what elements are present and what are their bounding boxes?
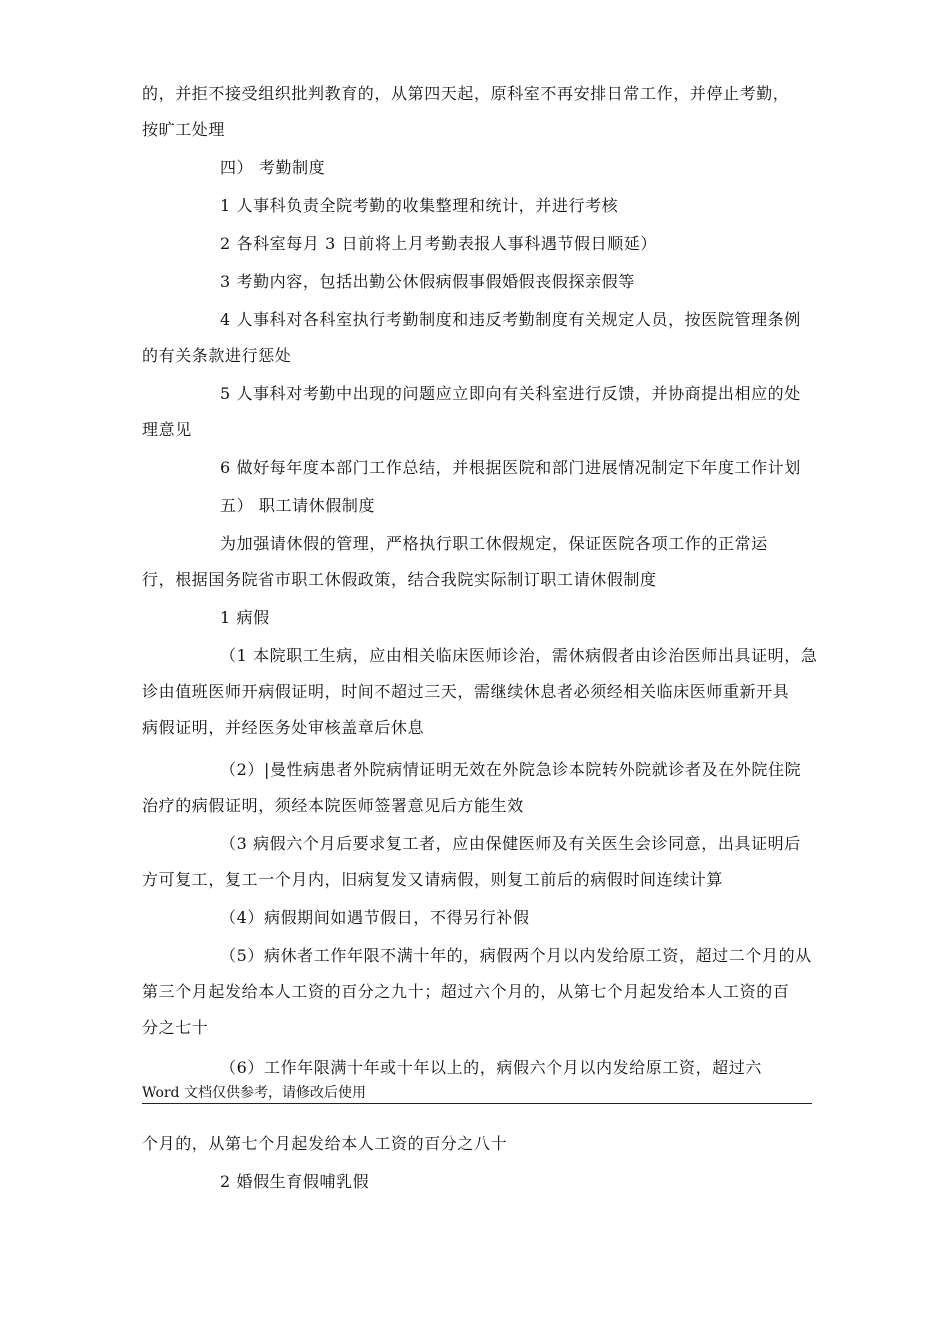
heading-text: 2 婚假生育假哺乳假 xyxy=(220,1172,370,1191)
text-line: （4）病假期间如遇节假日，不得另行补假 xyxy=(220,908,530,927)
paragraph-sick-4 xyxy=(142,900,812,936)
paragraph-sick-5 xyxy=(142,938,812,1046)
paragraph-item-3 xyxy=(142,264,812,300)
text-line: 3 考勤内容，包括出勤公休假病假事假婚假丧假探亲假等 xyxy=(220,272,635,291)
paragraph-item-1 xyxy=(142,188,812,224)
text-line: 5 人事科对考勤中出现的问题应立即向有关科室进行反馈，并协商提出相应的处 xyxy=(220,384,801,403)
text-line: 第三个月起发给本人工资的百分之九十；超过六个月的，从第七个月起发给本人工资的百 xyxy=(142,982,790,1001)
text-line: （3 病假六个月后要求复工者，应由保健医师及有关医生会诊同意，出具证明后 xyxy=(220,834,801,853)
paragraph-item-6 xyxy=(142,450,812,486)
text-line: 行，根据国务院省市职工休假政策，结合我院实际制订职工请休假制度 xyxy=(142,570,657,589)
text-line: （1 本院职工生病，应由相关临床医师诊治，需休病假者由诊治医师出具证明，急 xyxy=(220,646,818,665)
text-line: 按旷工处理 xyxy=(142,120,226,139)
text-line: 分之七十 xyxy=(142,1018,209,1037)
paragraph-item-5 xyxy=(142,376,812,448)
text-line: 4 人事科对各科室执行考勤制度和违反考勤制度有关规定人员，按医院管理条例 xyxy=(220,310,801,329)
text-line: 的，并拒不接受组织批判教育的，从第四天起，原科室不再安排日常工作，并停止考勤， xyxy=(142,84,790,103)
subheading-marriage-leave xyxy=(142,1164,812,1200)
section-heading-attendance xyxy=(142,150,812,186)
paragraph-item-4 xyxy=(142,302,812,374)
page-footer: Word 文档仅供参考，请修改后使用 xyxy=(142,1084,812,1104)
paragraph-sick-1 xyxy=(142,638,818,746)
text-line: 诊由值班医师开病假证明，时间不超过三天，需继续休息者必须经相关临床医师重新开具 xyxy=(142,682,790,701)
text-line: 为加强请休假的管理，严格执行职工休假规定，保证医院各项工作的正常运 xyxy=(220,534,768,553)
text-line: 方可复工，复工一个月内，旧病复发又请病假，则复工前后的病假时间连续计算 xyxy=(142,870,724,889)
paragraph-sick-6 xyxy=(142,1050,812,1086)
paragraph-item-2 xyxy=(142,226,812,262)
heading-text: 五） 职工请休假制度 xyxy=(220,496,376,515)
paragraph-leave-intro xyxy=(142,526,812,598)
text-line: 个月的，从第七个月起发给本人工资的百分之八十 xyxy=(142,1134,508,1153)
paragraph-sick-2 xyxy=(142,752,812,824)
text-line: 6 做好每年度本部门工作总结，并根据医院和部门进展情况制定下年度工作计划 xyxy=(220,458,801,477)
heading-text: 四） 考勤制度 xyxy=(220,158,326,177)
paragraph-sick-6-continued xyxy=(142,1126,812,1162)
paragraph-sick-3 xyxy=(142,826,812,898)
text-line: 理意见 xyxy=(142,420,192,439)
section-heading-leave xyxy=(142,488,812,524)
text-line: （2）|曼性病患者外院病情证明无效在外院急诊本院转外院就诊者及在外院住院 xyxy=(220,760,802,779)
text-line: 病假证明，并经医务处审核盖章后休息 xyxy=(142,718,425,737)
text-line: 1 人事科负责全院考勤的收集整理和统计，并进行考核 xyxy=(220,196,619,215)
heading-text: 1 病假 xyxy=(220,608,270,627)
text-line: （6）工作年限满十年或十年以上的，病假六个月以内发给原工资，超过六 xyxy=(220,1058,762,1077)
text-line: 2 各科室每月 3 日前将上月考勤表报人事科遇节假日顺延） xyxy=(220,234,658,253)
text-line: 治疗的病假证明，须经本院医师签署意见后方能生效 xyxy=(142,796,524,815)
text-line: （5）病休者工作年限不满十年的，病假两个月以内发给原工资，超过二个月的从 xyxy=(220,946,812,965)
paragraph-absence-continued xyxy=(142,76,812,148)
text-line: 的有关条款进行惩处 xyxy=(142,346,292,365)
subheading-sick-leave xyxy=(142,600,812,636)
